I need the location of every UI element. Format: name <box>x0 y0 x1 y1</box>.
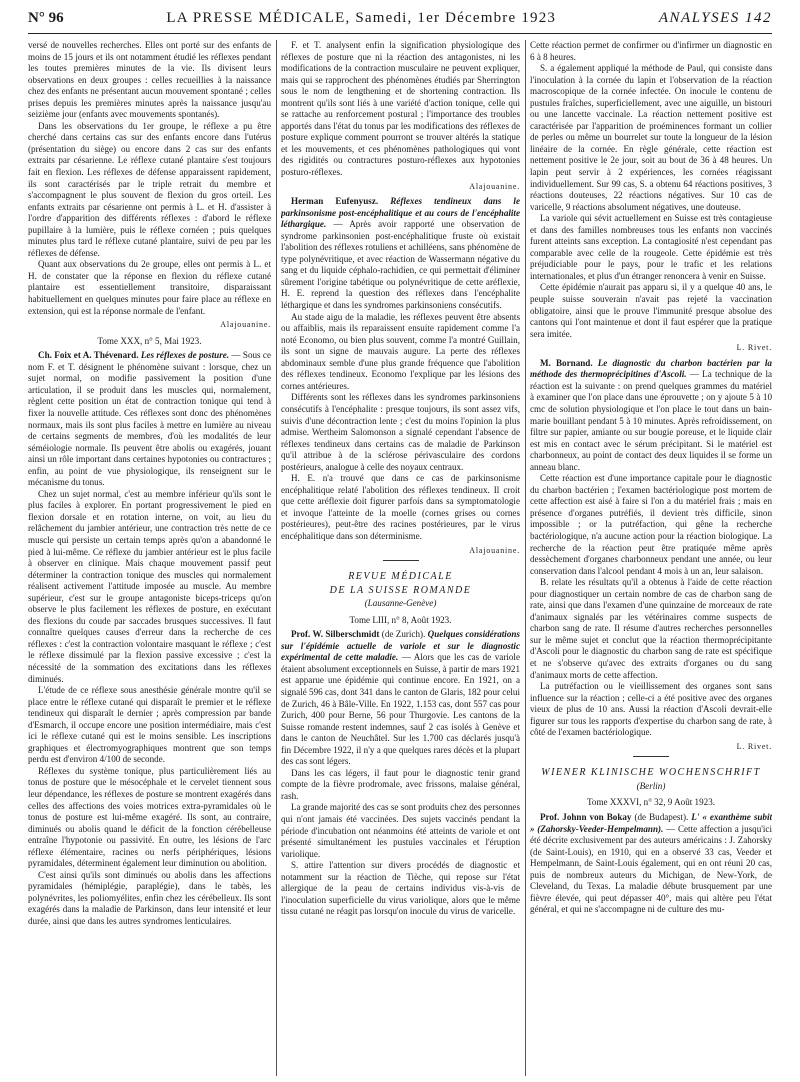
paragraph: Différents sont les réflexes dans les syndromes parkinsoniens consécutifs à l'encéphalite : presque toujours, ils sont assez vifs, suivis d'une décontraction lente ; c'est du moins l'opinion la plus admise. Wertheim Salomonson a signalé cependant l'absence de réflexes tendineux dans certains cas de maladie de Parkinson qu'il attribue à de la sclérose périvasculaire des cordons postérieurs, analogue à celle des noyaux centraux. <box>281 392 520 472</box>
paragraph: Dans les cas légers, il faut pour le diagnostic tenir grand compte de la fièvre prodromale, avec frissons, malaise général, rash. <box>281 767 520 801</box>
issue-citation: Tome XXXVI, n° 32, 9 Août 1923. <box>586 797 716 808</box>
article-author: Prof. Johnn von Bokay <box>540 812 632 822</box>
article-text: — La technique de la réaction est la suivante : on prend quelques grammes du matériel à examiner que l'on place dans une éprouvette ; on y ajoute 5 à 10 cmc de solution physiologique et l'on place le tout dans un bain-marie bouillant pendant 5 à 10 minutes. Après refroidissement, on filtre sur papier, amiante ou sur bougie poreuse, et le liquide clair est mis en contact avec le sérum précipitant. Si le matériel est charbonneux, au point de contact des deux liquides il se forme un anneau blanc. <box>530 369 772 472</box>
page-number: N° 96 <box>28 10 64 26</box>
paragraph: Quant aux observations du 2e groupe, elles ont permis à L. et H. de constater que la réponse en flexion du réflexe cutané plantaire est essentiellement transitoire, disparaissant habituellement en quelques minutes pour faire place au réflexe en extension, qui est la réponse normale de l'enfant. <box>28 259 271 316</box>
article-entry <box>530 812 772 916</box>
article-text: — Sous ce nom F. et T. désignent le phénomène suivant : lorsque, chez un sujet normal, on modifie passivement la position d'une articulation, il se produit dans les muscles qui, normalement, règlent cette position un état de contraction tonique qui tend à fixer la nouvelle attitude. Ces réflexes sont donc des phénomènes normaux, mais ils sont plus faciles à mettre en lumière au niveau de certains segments de membres, d'où les modalités de leur séméiologie normale. Ils peuvent être abolis ou exagérés, jouant ainsi un rôle important dans certaines hypotonies ou contractures ; enfin, au point de vue physiologique, ils renseignent sur le mécanisme du tonus. <box>28 350 271 488</box>
issue-citation: Tome LIII, n° 8, Août 1923. <box>349 614 452 625</box>
author-signature: L. Rivet. <box>736 741 772 751</box>
article-text: — Après avoir rapporté une observation de syndrome parkinsonien post-encéphalitique fruste où existait l'abolition des réflexes rotuliens et achilléens, sans phénomène de type polynévritique, et avec réaction de Wassermann négative du sang et du liquide céphalo-rachidien, ce qui permettait d'éliminer sûrement l'origine tabétique ou polynévritique de cette aréflexie, H. E. reprend la question des réflexes dans l'encéphalite léthargique et dans les syndromes parkinsoniens consécutifs. <box>281 219 520 311</box>
column-3 <box>530 40 772 1076</box>
issue-citation: Tome XXX, n° 5, Mai 1923. <box>97 335 202 346</box>
page-header <box>28 10 772 32</box>
column-1 <box>28 40 271 1076</box>
paragraph: La variole qui sévit actuellement en Suisse est très contagieuse et dans des familles nombreuses tous les enfants non vaccinés furent atteints sans exception. La contagiosité n'est cependant pas comparable avec celle de la rougeole. Cette épidémie est très préjudiciable pour le pays, pour le trafic et les relations internationales, et plus d'un étranger renoncera à venir en Suisse. <box>530 213 772 281</box>
author-affiliation: (de Budapest). <box>634 812 689 822</box>
column-divider <box>525 40 526 1076</box>
journal-heading: DE LA SUISSE ROMANDE <box>329 584 472 596</box>
article-author: M. Bornand. <box>540 357 593 368</box>
journal-heading: REVUE MÉDICALE <box>348 571 453 583</box>
article-entry <box>28 350 271 489</box>
journal-location: (Berlin) <box>636 780 666 791</box>
article-entry <box>530 358 772 473</box>
paragraph: F. et T. analysent enfin la signification physiologique des réflexes de posture que ni la réaction des antagonistes, ni les modifications de la contraction musculaire ne peuvent expliquer, mais qui se rapprochent des phénomènes étudiés par Sherrington sous le nom de lengthening et de shortening contraction. Ils montrent qu'ils sont liés à une variété d'action tonique, celle qui se rattache au renforcement postural ; l'importance des troubles apportés dans l'état du tonus par les modifications des réflexes de posture explique comment pourront se trouver altérés la statique et les mouvements, et ces phénomènes pathologiques qui vont des rigidités ou contractures posturo-réflexes aux hypotonies posturo-réflexes. <box>281 40 520 178</box>
paragraph: C'est ainsi qu'ils sont diminués ou abolis dans les affections pyramidales (hémiplégie, paraplégie), dans le tabès, les polynévrites, les poliomyélites, enfin chez les cérébelleux. Ils sont exagérés dans la maladie de Parkinson, dans leur intensité et leur durée, ainsi que dans les autres syndromes lenticulaires. <box>28 869 271 927</box>
article-author: Prof. W. Silberschmidt <box>291 629 380 640</box>
column-2 <box>281 40 520 1076</box>
article-author: Herman Eufenyusz. <box>291 196 379 207</box>
paragraph: B. relate les résultats qu'il a obtenus à l'aide de cette réaction pour diagnostiquer un certain nombre de cas de charbon sang de rate, ainsi que dans l'examen d'une quinzaine de morceaux de rate d'animaux signalés par les vétérinaires comme suspects de charbon sang de rate. Il résume d'autres recherches personnelles sur le même sujet et conclut que la réaction thermoprécipitante d'Ascoli pour le diagnostic du charbon sang de rate est spécifique et ne s'observe qu'avec des extraits d'organes ou du sang d'animaux morts de cette affection. <box>530 577 772 680</box>
article-entry <box>281 196 520 311</box>
paragraph: S. a également appliqué la méthode de Paul, qui consiste dans l'inoculation à la cornée du lapin et l'observation de la réaction macroscopique de la cornée infectée. On inocule le contenu de pustules fraîches, superficiellement, avec une aiguille, un bistouri ou une lancette vaccinale. La réaction nettement positive est caractérisée par l'apparition de proéminences formant un collier de perles ou même un bourrelet sur toute la longueur de la lésion linéaire de la cornée. En règle générale, cette réaction est nettement positive le 2e jour, soit au bout de 36 à 48 heures. Un lapin peut servir à 2 expériences, les cornées réagissant individuellement. Sur 99 cas, S. a obtenu 64 réactions positives, 3 réactions douteuses, 22 réactions négatives. Sur 10 cas de varicelle, 9 réactions absolument négatives, une douteuse. <box>530 63 772 212</box>
article-author: Ch. Foix et A. Thévenard. <box>38 350 139 361</box>
paragraph: Chez un sujet normal, c'est au membre inférieur qu'ils sont le plus faciles à explorer. En portant progressivement le pied en flexion dorsale et en rotation interne, on voit, au lieu du relâchement du jambier antérieur, une contraction très nette de ce muscle qui persiste un certain temps après qu'on a abandonné le pied à lui-même. Ce réflexe du jambier antérieur est le plus facile à observer en clinique. Mais chaque mouvement passif peut déterminer la contraction tonique des muscles qui normalement réalisent activement l'attitude imposée au muscle. Au membre supérieur, c'est sur le groupe antagoniste biceps-triceps qu'on observe le plus facilement les réflexes de posture, en exécutant des flexions du coude par saccades brusques successives. Il faut connaître quelques causes d'erreur dans la recherche de ces réflexes : c'est la contraction volontaire masquant le réflexe ; c'est le réflexe dissimulé par la flexion passive excessive ; c'est la nécessité de la sommation des excitations dans les réflexes diminués. <box>28 488 271 684</box>
author-affiliation: (de Zurich). <box>381 629 426 640</box>
author-signature: Alajouanine. <box>469 181 520 191</box>
journal-title: LA PRESSE MÉDICALE, Samedi, 1er Décembre 1923 <box>166 10 557 26</box>
paragraph: L'étude de ce réflexe sous anesthésie générale montre qu'il se place entre le réflexe cutané qui disparaît le premier et le réflexe tendineux qui disparaît le dernier ; après compression par bande d'Esmarch, il occupe encore une position intermédiaire, mais c'est ici le réflexe cutané qui est le moins sensible. Les inscriptions graphiques et électromyographiques montrent que son temps perdu est d'environ 4/100 de seconde. <box>28 685 271 765</box>
header-rule <box>28 33 772 34</box>
article-title: Quelques considérations sur l'épidémie actuelle de variole et sur le diagnostic expérimental de cette maladie. <box>281 629 520 663</box>
paragraph: Réflexes du système tonique, plus particulièrement liés au tonus de posture que le mésocéphale et le cervelet tiennent sous leur dépendance, les réflexes de posture se montrent exagérés dans celles des affections des voies motrices extra-pyramidales où le tonus de posture est lui-même exagéré. Ils sont, au contraire, diminués ou abolis quand le déficit de la fonction cérébelleuse entraîne l'hypotonie ou passivité. En outre, les lésions de l'arc réflexe élémentaire, racines ou nerfs périphériques, lésions pyramidales, déterminent également leur diminution ou abolition. <box>28 765 271 869</box>
section-label: ANALYSES 142 <box>658 10 772 26</box>
author-signature: Alajouanine. <box>220 320 271 330</box>
article-title: Le diagnostic du charbon bactérien par la méthode des thermoprécipitines d'Ascoli. <box>530 357 772 380</box>
journal-location: (Lausanne-Genève) <box>364 598 437 609</box>
paragraph: Au stade aigu de la maladie, les réflexes peuvent être absents ou affaiblis, mais ils reparaissent ensuite rapidement comme l'a noté Economo, ou bien plus souvent, comme l'a montré Guillain, ils sont un signe de mauvais augure. La perte des réflexes abdominaux semble d'une plus grande fréquence que l'abolition des réflexes tendineux. Economo l'explique par les lésions des cornes antérieures. <box>281 311 520 391</box>
column-divider <box>276 40 277 1076</box>
article-title: L' « exanthème subit » (Zahorsky-Veeder-Hempelmann). <box>530 812 772 834</box>
article-text: — Cette affection a jusqu'ici été décrite exclusivement par des auteurs américains : J. Zahorsky (de Saint-Louis), en 1910, qui en a observé 33 cas, Veeder et Hempelmann, de Saint-Louis également, qui en ont réuni 20 cas, puis de nombreux auteurs du Michigan, de New-York, de Cleveland, du Texas. La maladie débute brusquement par une fièvre élevée, qui peut dépasser 40°, mais qui altère peu l'état général, et qui ne s'accompagne ni de culture des mu- <box>530 823 772 915</box>
paragraph: versé de nouvelles recherches. Elles ont porté sur des enfants de moins de 15 jours et ils ont notamment étudié les réflexes pendant les toutes premières minutes de la vie. Ils divisent leurs observations en deux groupes : celles recueillies à la naissance chez des enfants ne présentant aucun mouvement spontané ; celles prises depuis les premières minutes après la naissance jusqu'au seizième jour (enfants avec mouvements spontanés). <box>28 40 271 120</box>
article-text: — Alors que les cas de variole étaient absolument exceptionnels en Suisse, à partir de mars 1921 est apparue une épidémie qui continue encore. En 1921, on a signalé 596 cas, dont 341 dans le canton de Glaris, 182 pour celui de Zurich, 46 à Bâle-Ville. En 1922, 1.153 cas, dont 557 cas pour Zurich, 400 pour Berne, 56 pour Thurgovie. Les cantons de la Suisse romande restent indemnes, sauf 2 cas isolés à Genève et dans le canton de Neuchâtel. Sur les 1.700 cas déclarés jusqu'à fin Décembre 1922, il n'y a que quelques rares décès et la plupart des cas sont légers. <box>281 652 520 767</box>
article-title: Les réflexes de posture. <box>140 350 230 361</box>
article-entry <box>281 629 520 768</box>
paragraph: Dans les observations du 1er groupe, le réflexe a pu être cherché dans certains cas sur des enfants encore dans l'utérus (présentation du siège) ou encore dans 2 cas sur des enfants extraits par césarienne. Le réflexe cutané plantaire s'est toujours fait en flexion. Les réflexes de défense apparaissent rapidement, ils sont caractérisés par le triple retrait du membre et s'accompagnent le plus souvent de flexion du gros orteil. Les enfants extraits par césarienne ont permis à L. et H. d'assister à l'ordre d'apparition des différents réflexes : d'abord le réflexe pupillaire à la lumière, puis le réflexe cornéen ; puis quelques minutes plus tard le réflexe cutané plantaire, suivi de peu par les réflexes de défense. <box>28 120 271 258</box>
paragraph: La grande majorité des cas se sont produits chez des personnes qui n'ont jamais été vaccinées. Des sujets vaccinés pendant la période d'incubation ont néanmoins été atteints de variole et ont présenté simultanément les pustules vaccinales et l'éruption variolique. <box>281 802 520 859</box>
section-separator <box>633 756 669 757</box>
author-signature: Alajouanine. <box>469 545 520 555</box>
paragraph: La putréfaction ou le vieillissement des organes sont sans influence sur la réaction ; celle-ci a été positive avec des organes vieux de plus de 10 ans. Aussi la réaction d'Ascoli devrait-elle figurer sur tous les rapports d'expertise du charbon sang de rate, à côté de l'examen bactériologique. <box>530 681 772 738</box>
paragraph: Cette réaction est d'une importance capitale pour le diagnostic du charbon bactérien ; l'examen bactériologique post mortem de cette affection est aisé à faire si l'on a du matériel frais ; mais en présence d'organes putréfiés, il devient très difficile, sinon impossible ; or la putréfaction, qui gêne la recherche bactériologique, n'a aucune action pour la réaction biologique. La recherche de la réaction peut être pratiquée même après dessèchement d'organes charbonneux pendant une année, ou leur conservation dans l'alcool pendant 4 mois à un an, leur salaison. <box>530 473 772 576</box>
section-separator <box>383 560 419 561</box>
journal-heading: WIENER KLINISCHE WOCHENSCHRIFT <box>541 767 761 779</box>
paragraph: Cette épidémie n'aurait pas apparu si, il y a quelque 40 ans, le peuple suisse souverain n'avait pas rejeté la vaccination obligatoire, ainsi que le prouve l'immunité presque absolue des cantons qui l'ont maintenue et dont il faut espérer que la pratique sera imitée. <box>530 282 772 339</box>
article-title: Réflexes tendineux dans le parkinsonisme post-encéphalitique et au cours de l'encéphalite léthargique. <box>281 196 520 230</box>
author-signature: L. Rivet. <box>736 343 772 353</box>
paragraph: S. attire l'attention sur divers procédés de diagnostic et notamment sur la réaction de Tièche, qui repose sur l'état allergique de la peau de certains individus vis-à-vis de l'inoculation superficielle du virus variolique, alors que le même tissu cutané ne réagit pas lorsqu'on inocule du virus de varicelle. <box>281 860 520 917</box>
paragraph: Cette réaction permet de confirmer ou d'infirmer un diagnostic en 6 à 8 heures. <box>530 40 772 62</box>
paragraph: H. E. n'a trouvé que dans ce cas de parkinsonisme encéphalitique relaté l'abolition des réflexes tendineux. Il croit que cette aréflexie doit figurer parfois dans sa symptomatologie et invoque l'atteinte de la moelle (cornes grises ou cornes postérieures), peut-être des racines postérieures, par le virus encéphalitique dans son déterminisme. <box>281 473 520 541</box>
